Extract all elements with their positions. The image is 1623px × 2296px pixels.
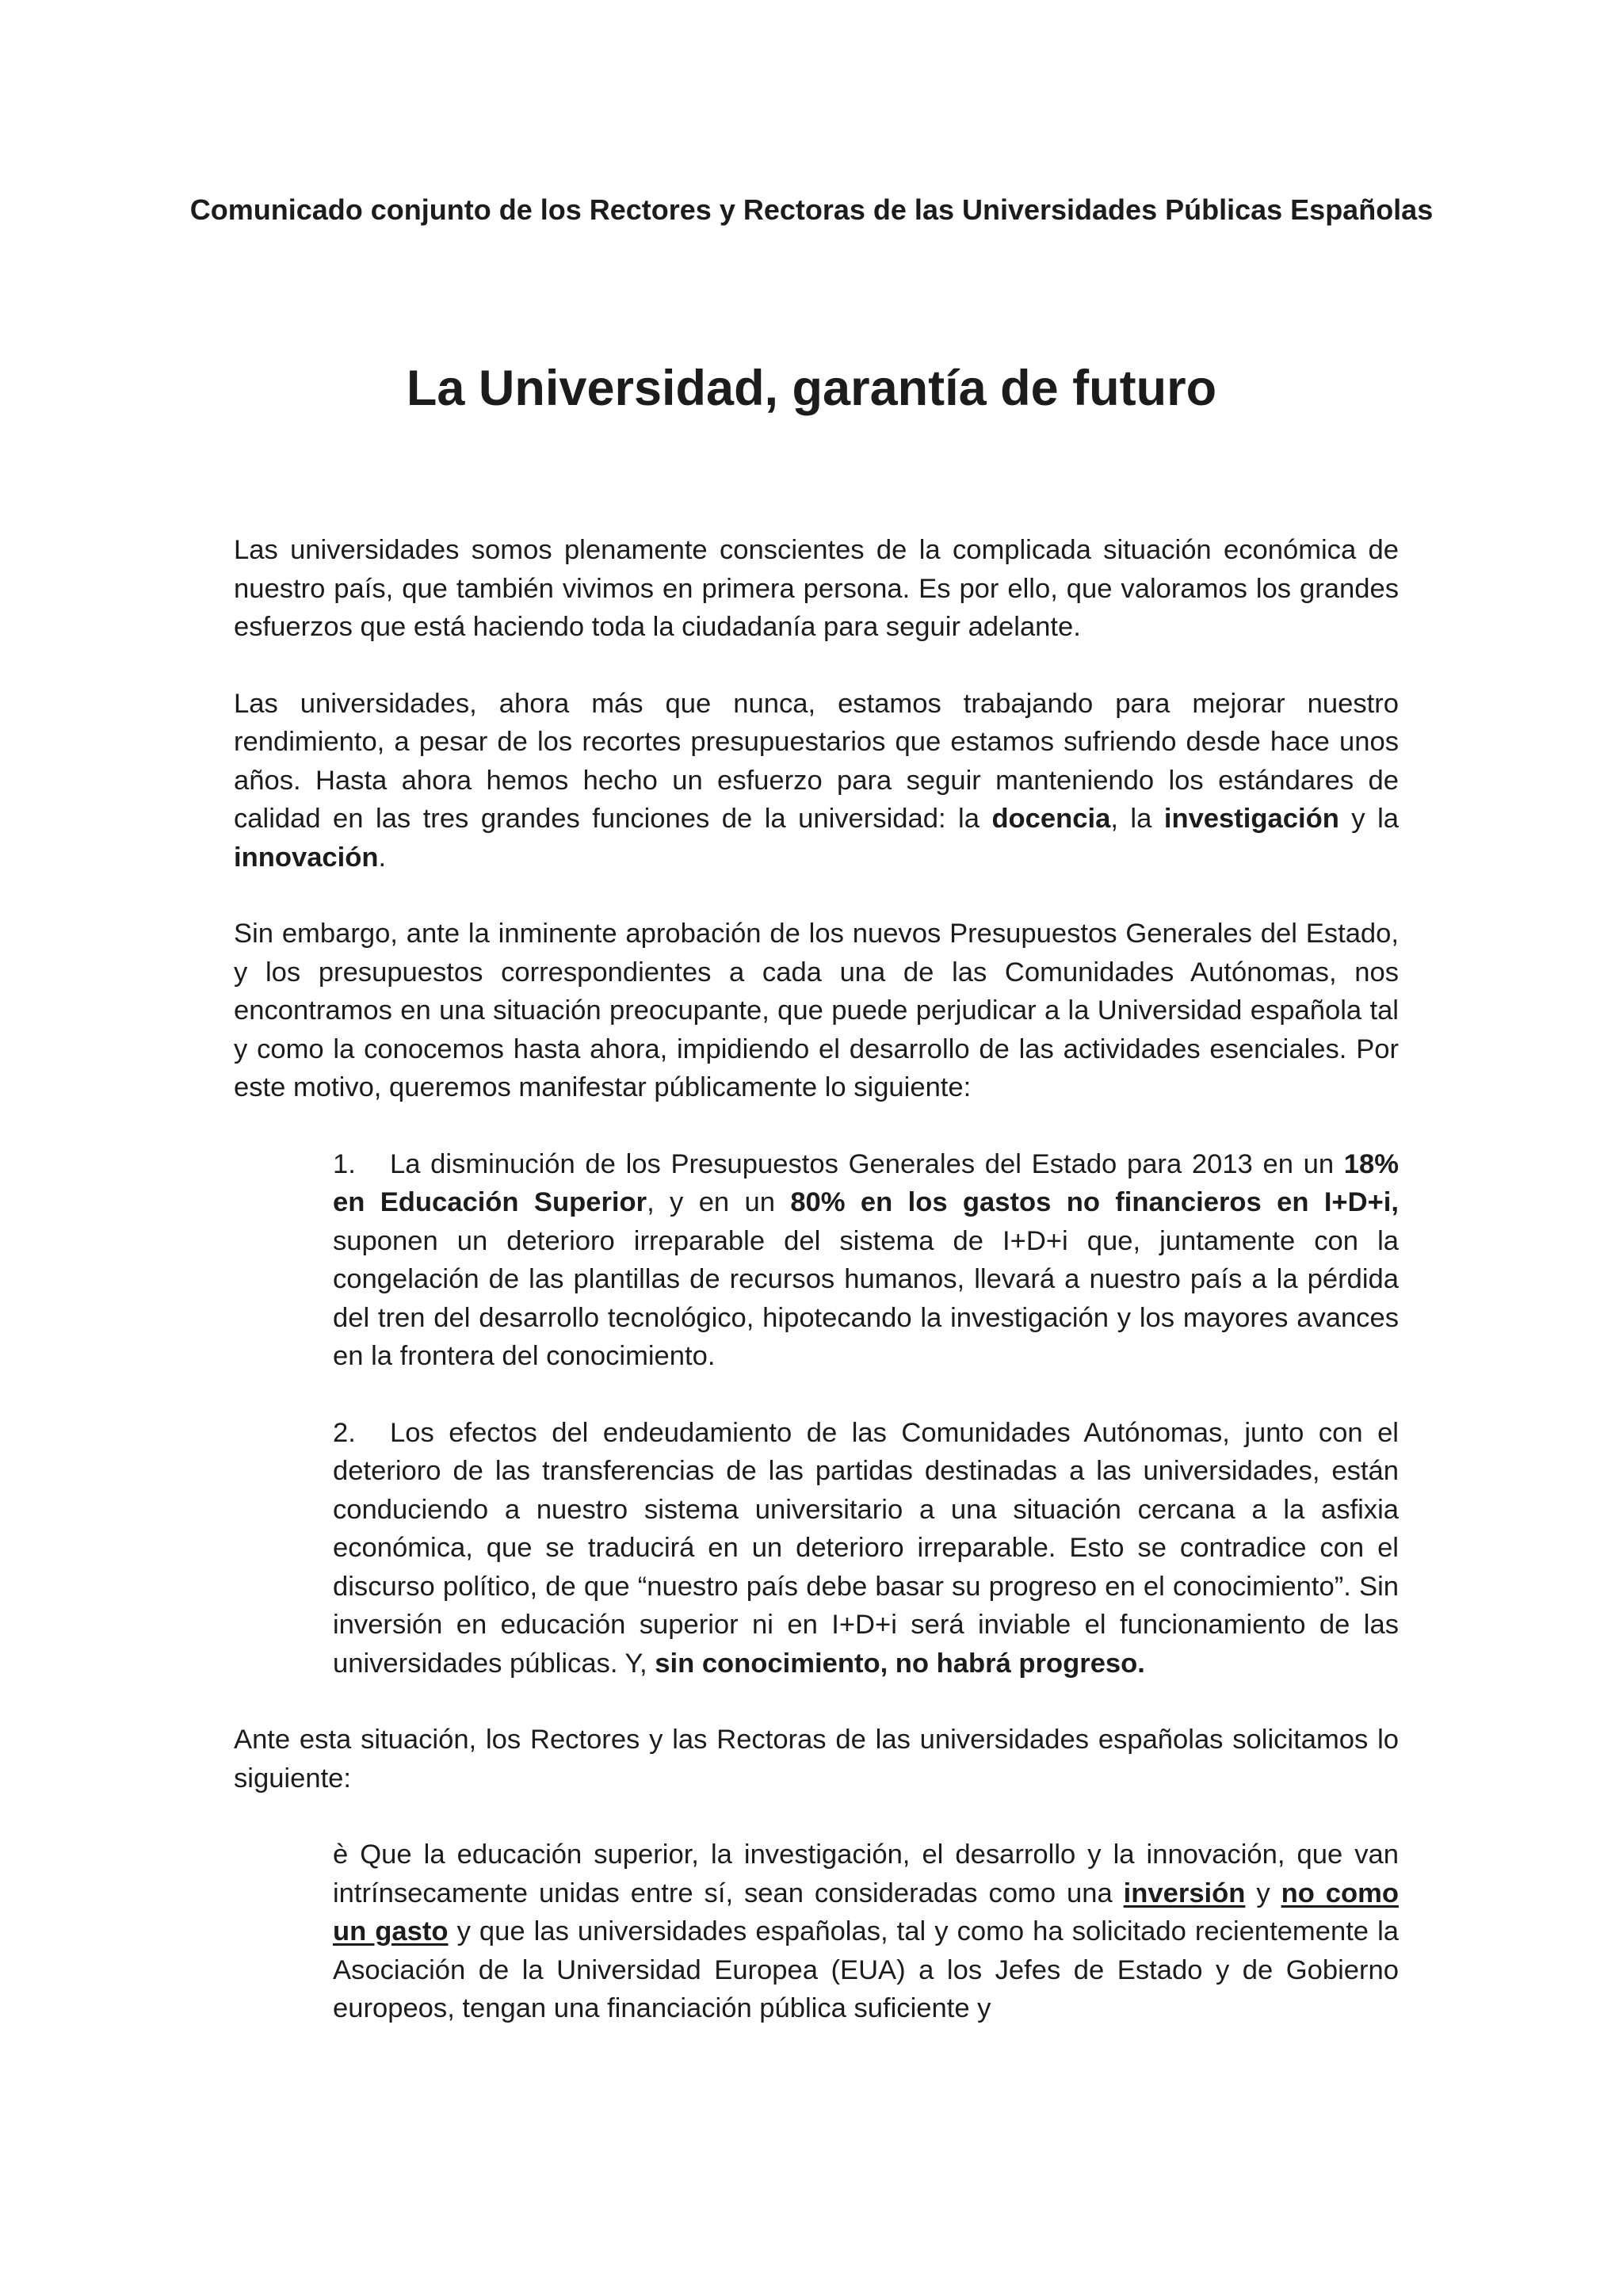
request-list — [333, 1836, 1399, 2028]
request-item-1 — [333, 1836, 1399, 2028]
paragraph-2-text: . — [378, 842, 387, 873]
request-text: y — [1245, 1878, 1281, 1908]
list-item-text: , y en un — [647, 1187, 791, 1217]
paragraph-2 — [234, 685, 1399, 877]
paragraph-2-text: , la — [1110, 804, 1164, 834]
list-item-2 — [333, 1414, 1399, 1683]
bold-innovacion: innovación — [234, 842, 379, 873]
paragraph-2-text: Las universidades, ahora más que nunca, estamos trabajando para mejorar nuestro rendimiento, a pesar de los recortes presupuestarios que estamos sufriendo desde hace unos años. Hasta ahora hemos hecho un esfuerzo para seguir manteniendo los estándares de calidad en las tres grandes funciones de la universidad: la — [234, 688, 1399, 834]
document-body — [234, 531, 1399, 2066]
list-item-text: Los efectos del endeudamiento de las Comunidades Autónomas, junto con el deterioro de las transferencias de las partidas destinadas a las universidades, están conduciendo a nuestro sistema universitario a una situación cercana a la asfixia económica, que se traducirá en un deterioro irreparable. Esto se contradice con el discurso político, de que “nuestro país debe basar su progreso en el conocimiento”. Sin inversión en educación superior ni en I+D+i será inviable el funcionamiento de las universidades públicas. Y, — [333, 1417, 1399, 1679]
underlined-no-como-un-gasto: no como un gasto — [333, 1878, 1399, 1946]
document-header: Comunicado conjunto de los Rectores y Rectoras de las Universidades Públicas Españolas — [189, 193, 1434, 226]
bold-investigacion: investigación — [1163, 804, 1339, 834]
list-item-text: La disminución de los Presupuestos Generales del Estado para 2013 en un — [390, 1148, 1344, 1179]
document-title: La Universidad, garantía de futuro — [406, 361, 1217, 416]
list-number: 1. — [333, 1148, 356, 1179]
paragraph-3: Sin embargo, ante la inminente aprobación de los nuevos Presupuestos Generales del Estado, y los presupuestos correspondientes a cada una de las Comunidades Autónomas, nos encontramos en una situación preocupante, que puede perjudicar a la Universidad española tal y como la conocemos hasta ahora, impidiendo el desarrollo de las actividades esenciales. Por este motivo, queremos manifestar públicamente lo siguiente: — [234, 919, 1399, 1102]
request-text: y que las universidades españolas, tal y como ha solicitado recientemente la Asociación de la Universidad Europea (EUA) a los Jefes de Estado y de Gobierno europeos, tengan una financiación pública suficiente y — [333, 1916, 1400, 2023]
paragraph-2-text: y la — [1338, 804, 1399, 834]
list-number: 2. — [333, 1417, 356, 1448]
bold-text: 80% en los gastos no financieros en I+D+i, — [790, 1187, 1400, 1217]
numbered-list — [333, 1145, 1399, 1683]
paragraph-1: Las universidades somos plenamente conscientes de la complicada situación económica de nuestro país, que también vivimos en primera persona. Es por ello, que valoramos los grandes esfuerzos que está haciendo toda la ciudadanía para seguir adelante. — [234, 535, 1399, 642]
bold-text: 18% en Educación Superior — [333, 1148, 1399, 1217]
request-text: è Que la educación superior, la investigación, el desarrollo y la innovación, que van intrínsecamente unidas entre sí, sean consideradas como una — [333, 1839, 1399, 1908]
underlined-inversion: inversión — [1123, 1878, 1246, 1908]
bold-text: sin conocimiento, no habrá progreso. — [655, 1648, 1145, 1679]
paragraph-4: Ante esta situación, los Rectores y las Rectoras de las universidades españolas solicitamos lo siguiente: — [234, 1725, 1399, 1794]
list-item-1 — [333, 1145, 1399, 1376]
list-item-text: suponen un deterioro irreparable del sistema de I+D+i que, juntamente con la congelación de las plantillas de recursos humanos, llevará a nuestro país a la pérdida del tren del desarrollo tecnológico, hipotecando la investigación y los mayores avances en la frontera del conocimiento. — [333, 1225, 1399, 1371]
bold-docencia: docencia — [991, 804, 1111, 834]
